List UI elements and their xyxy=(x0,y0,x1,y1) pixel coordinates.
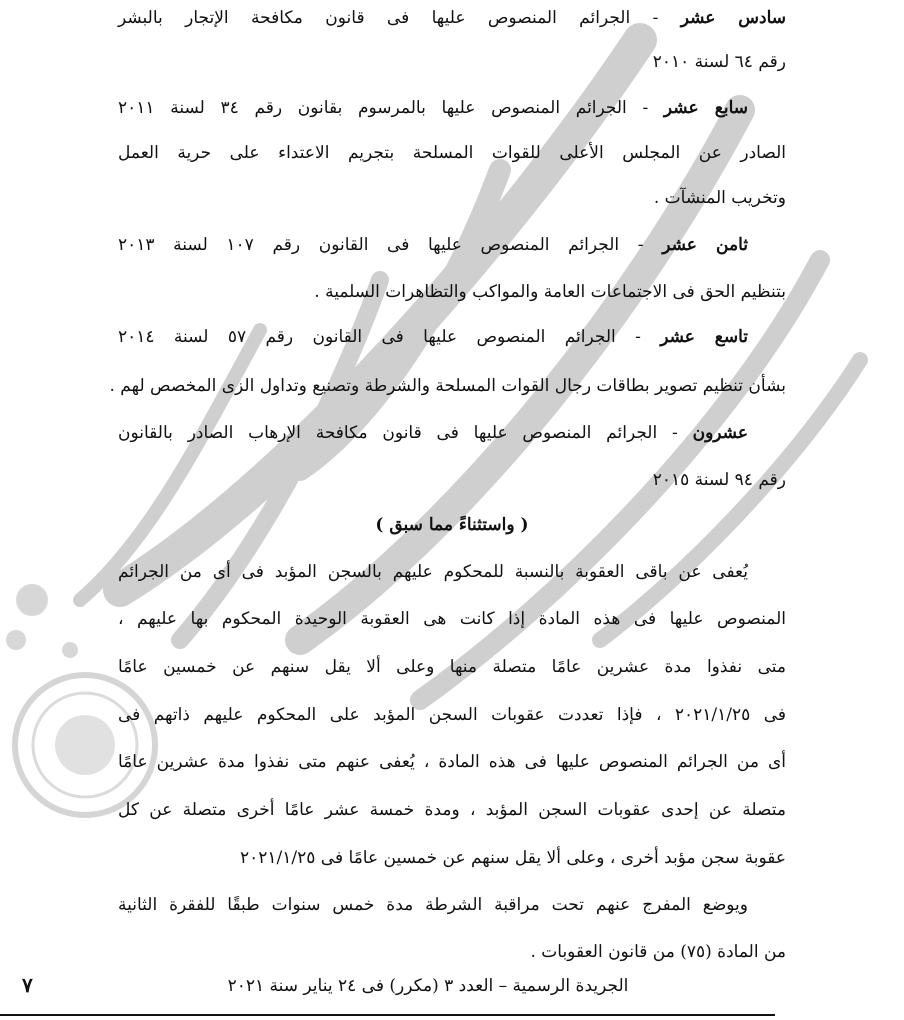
section-heading: ( واستثناءً مما سبق ) xyxy=(375,515,529,535)
item-18-line-2: بتنظيم الحق فى الاجتماعات العامة والمواكب والتظاهرات السلمية . xyxy=(314,282,786,302)
item-19-line-1: تاسع عشر - الجرائم المنصوص عليها فى القانون رقم ٥٧ لسنة ٢٠١٤ xyxy=(118,327,748,347)
footer-rule xyxy=(0,1014,775,1016)
para1-line-5: أى من الجرائم المنصوص عليها فى هذه المادة ، يُعفى عنهم متى نفذوا مدة عشرين عامًا xyxy=(118,752,786,772)
item-16-line-2: رقم ٦٤ لسنة ٢٠١٠ xyxy=(652,52,786,72)
para1-line-3: متى نفذوا مدة عشرين عامًا متصلة منها وعلى ألا يقل سنهم عن خمسين عامًا xyxy=(118,657,786,677)
item-16-line-1: سادس عشر - الجرائم المنصوص عليها فى قانون مكافحة الإتجار بالبشر xyxy=(118,8,787,28)
page-number: ٧ xyxy=(22,973,33,997)
item-17-line-1: سابع عشر - الجرائم المنصوص عليها بالمرسوم بقانون رقم ٣٤ لسنة ٢٠١١ xyxy=(118,98,748,118)
para1-line-7: عقوبة سجن مؤبد أخرى ، وعلى ألا يقل سنهم عن خمسين عامًا فى ٢٠٢١/١/٢٥ xyxy=(240,848,786,868)
para1-line-2: المنصوص عليها فى هذه المادة إذا كانت هى العقوبة الوحيدة المحكوم بها عليهم ، xyxy=(118,609,786,629)
item-20-line-1: عشرون - الجرائم المنصوص عليها فى قانون مكافحة الإرهاب الصادر بالقانون xyxy=(118,423,748,443)
item-17-line-2: الصادر عن المجلس الأعلى للقوات المسلحة بتجريم الاعتداء على حرية العمل xyxy=(118,143,786,163)
item-17-line-3: وتخريب المنشآت . xyxy=(653,188,786,208)
item-20-line-2: رقم ٩٤ لسنة ٢٠١٥ xyxy=(652,470,786,490)
para1-line-6: متصلة عن إحدى عقوبات السجن المؤبد ، ومدة خمسة عشر عامًا أخرى متصلة عن كل xyxy=(118,800,786,820)
item-18-line-1: ثامن عشر - الجرائم المنصوص عليها فى القانون رقم ١٠٧ لسنة ٢٠١٣ xyxy=(118,235,748,255)
footer-journal-text: الجريدة الرسمية – العدد ٣ (مكرر) فى ٢٤ يناير سنة ٢٠٢١ xyxy=(227,976,629,996)
para2-line-2: من المادة (٧٥) من قانون العقوبات . xyxy=(530,942,786,962)
para2-line-1: ويوضع المفرج عنهم تحت مراقبة الشرطة مدة خمس سنوات طبقًا للفقرة الثانية xyxy=(118,895,748,915)
para1-line-4: فى ٢٠٢١/١/٢٥ ، فإذا تعددت عقوبات السجن المؤبد على المحكوم عليهم ذاتهم فى xyxy=(118,705,786,725)
item-19-line-2: بشأن تنظيم تصوير بطاقات رجال القوات المسلحة والشرطة وتصنيع وتداول الزى المخصص لهم . xyxy=(109,376,786,396)
para1-line-1: يُعفى عن باقى العقوبة بالنسبة للمحكوم عليهم بالسجن المؤبد فى أى من الجرائم xyxy=(118,562,748,582)
